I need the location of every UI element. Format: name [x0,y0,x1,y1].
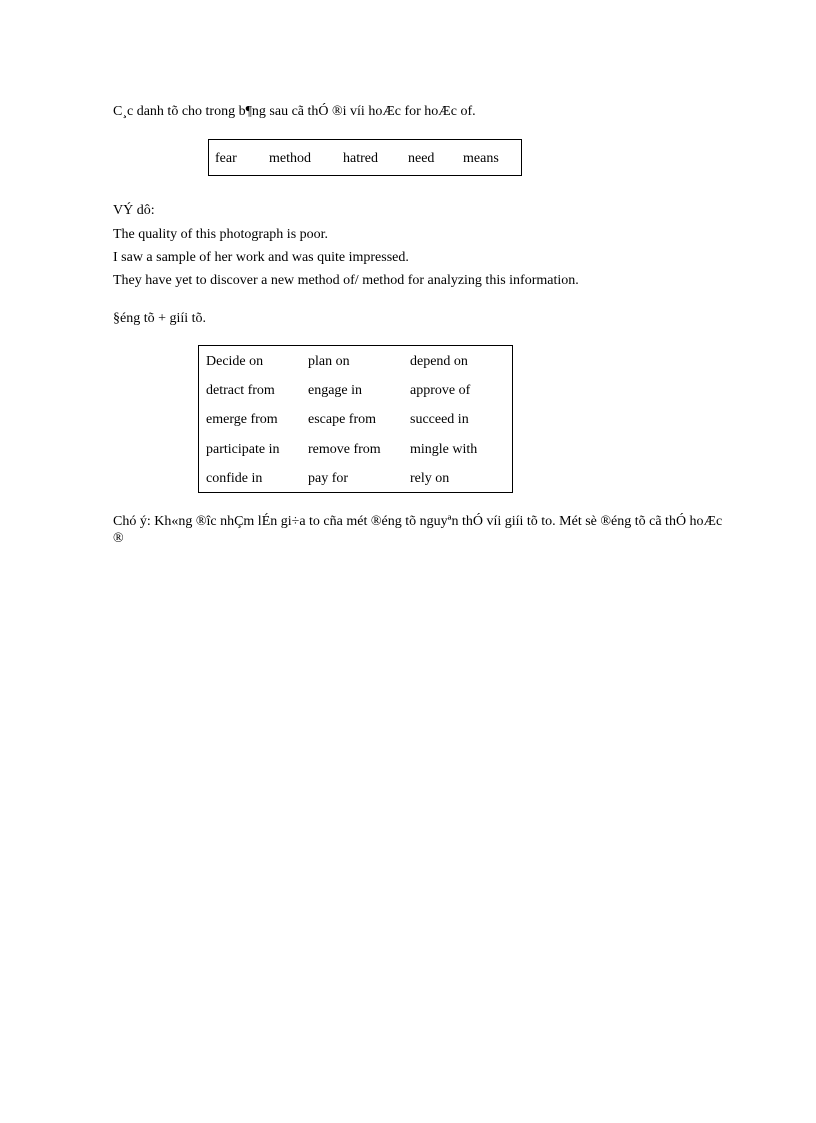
verbs-heading: §éng tõ + giíi tõ. [113,311,207,326]
intro-text: C¸c danh tõ cho trong b¶ng sau cã thÓ ®i víi hoÆc for hoÆc of. [113,104,476,119]
verb-cell: remove from [308,442,381,457]
verb-cell: plan on [308,354,350,369]
verb-cell: pay for [308,471,349,486]
note-paragraph: Chó ý: Kh«ng ®îc nhÇm lÉn gi÷a to cña mét ®éng tõ nguyªn thÓ víi giíi tõ to. Mét sè ®éng tõ cã thÓ hoÆc ® [113,514,723,546]
verb-cell: escape from [308,412,377,427]
verb-cell: mingle with [410,442,478,457]
noun-word: method [269,151,311,166]
verb-cell: Decide on [206,354,264,369]
noun-word: hatred [343,151,378,166]
verb-preposition-table [198,345,513,493]
verb-cell: engage in [308,383,363,398]
verb-cell: succeed in [410,412,469,427]
verb-cell: approve of [410,383,471,398]
verb-cell: detract from [206,383,275,398]
noun-word: fear [215,151,237,166]
verb-cell: rely on [410,471,450,486]
example-sentence: They have yet to discover a new method of/ method for analyzing this information. [113,273,579,288]
noun-table [208,139,522,176]
examples-heading: VÝ dô: [113,203,155,218]
noun-word: need [408,151,435,166]
example-sentence: I saw a sample of her work and was quite impressed. [113,250,409,265]
noun-word: means [463,151,499,166]
verb-cell: confide in [206,471,263,486]
verb-cell: emerge from [206,412,278,427]
example-sentence: The quality of this photograph is poor. [113,227,329,242]
verb-cell: participate in [206,442,280,457]
verb-cell: depend on [410,354,468,369]
